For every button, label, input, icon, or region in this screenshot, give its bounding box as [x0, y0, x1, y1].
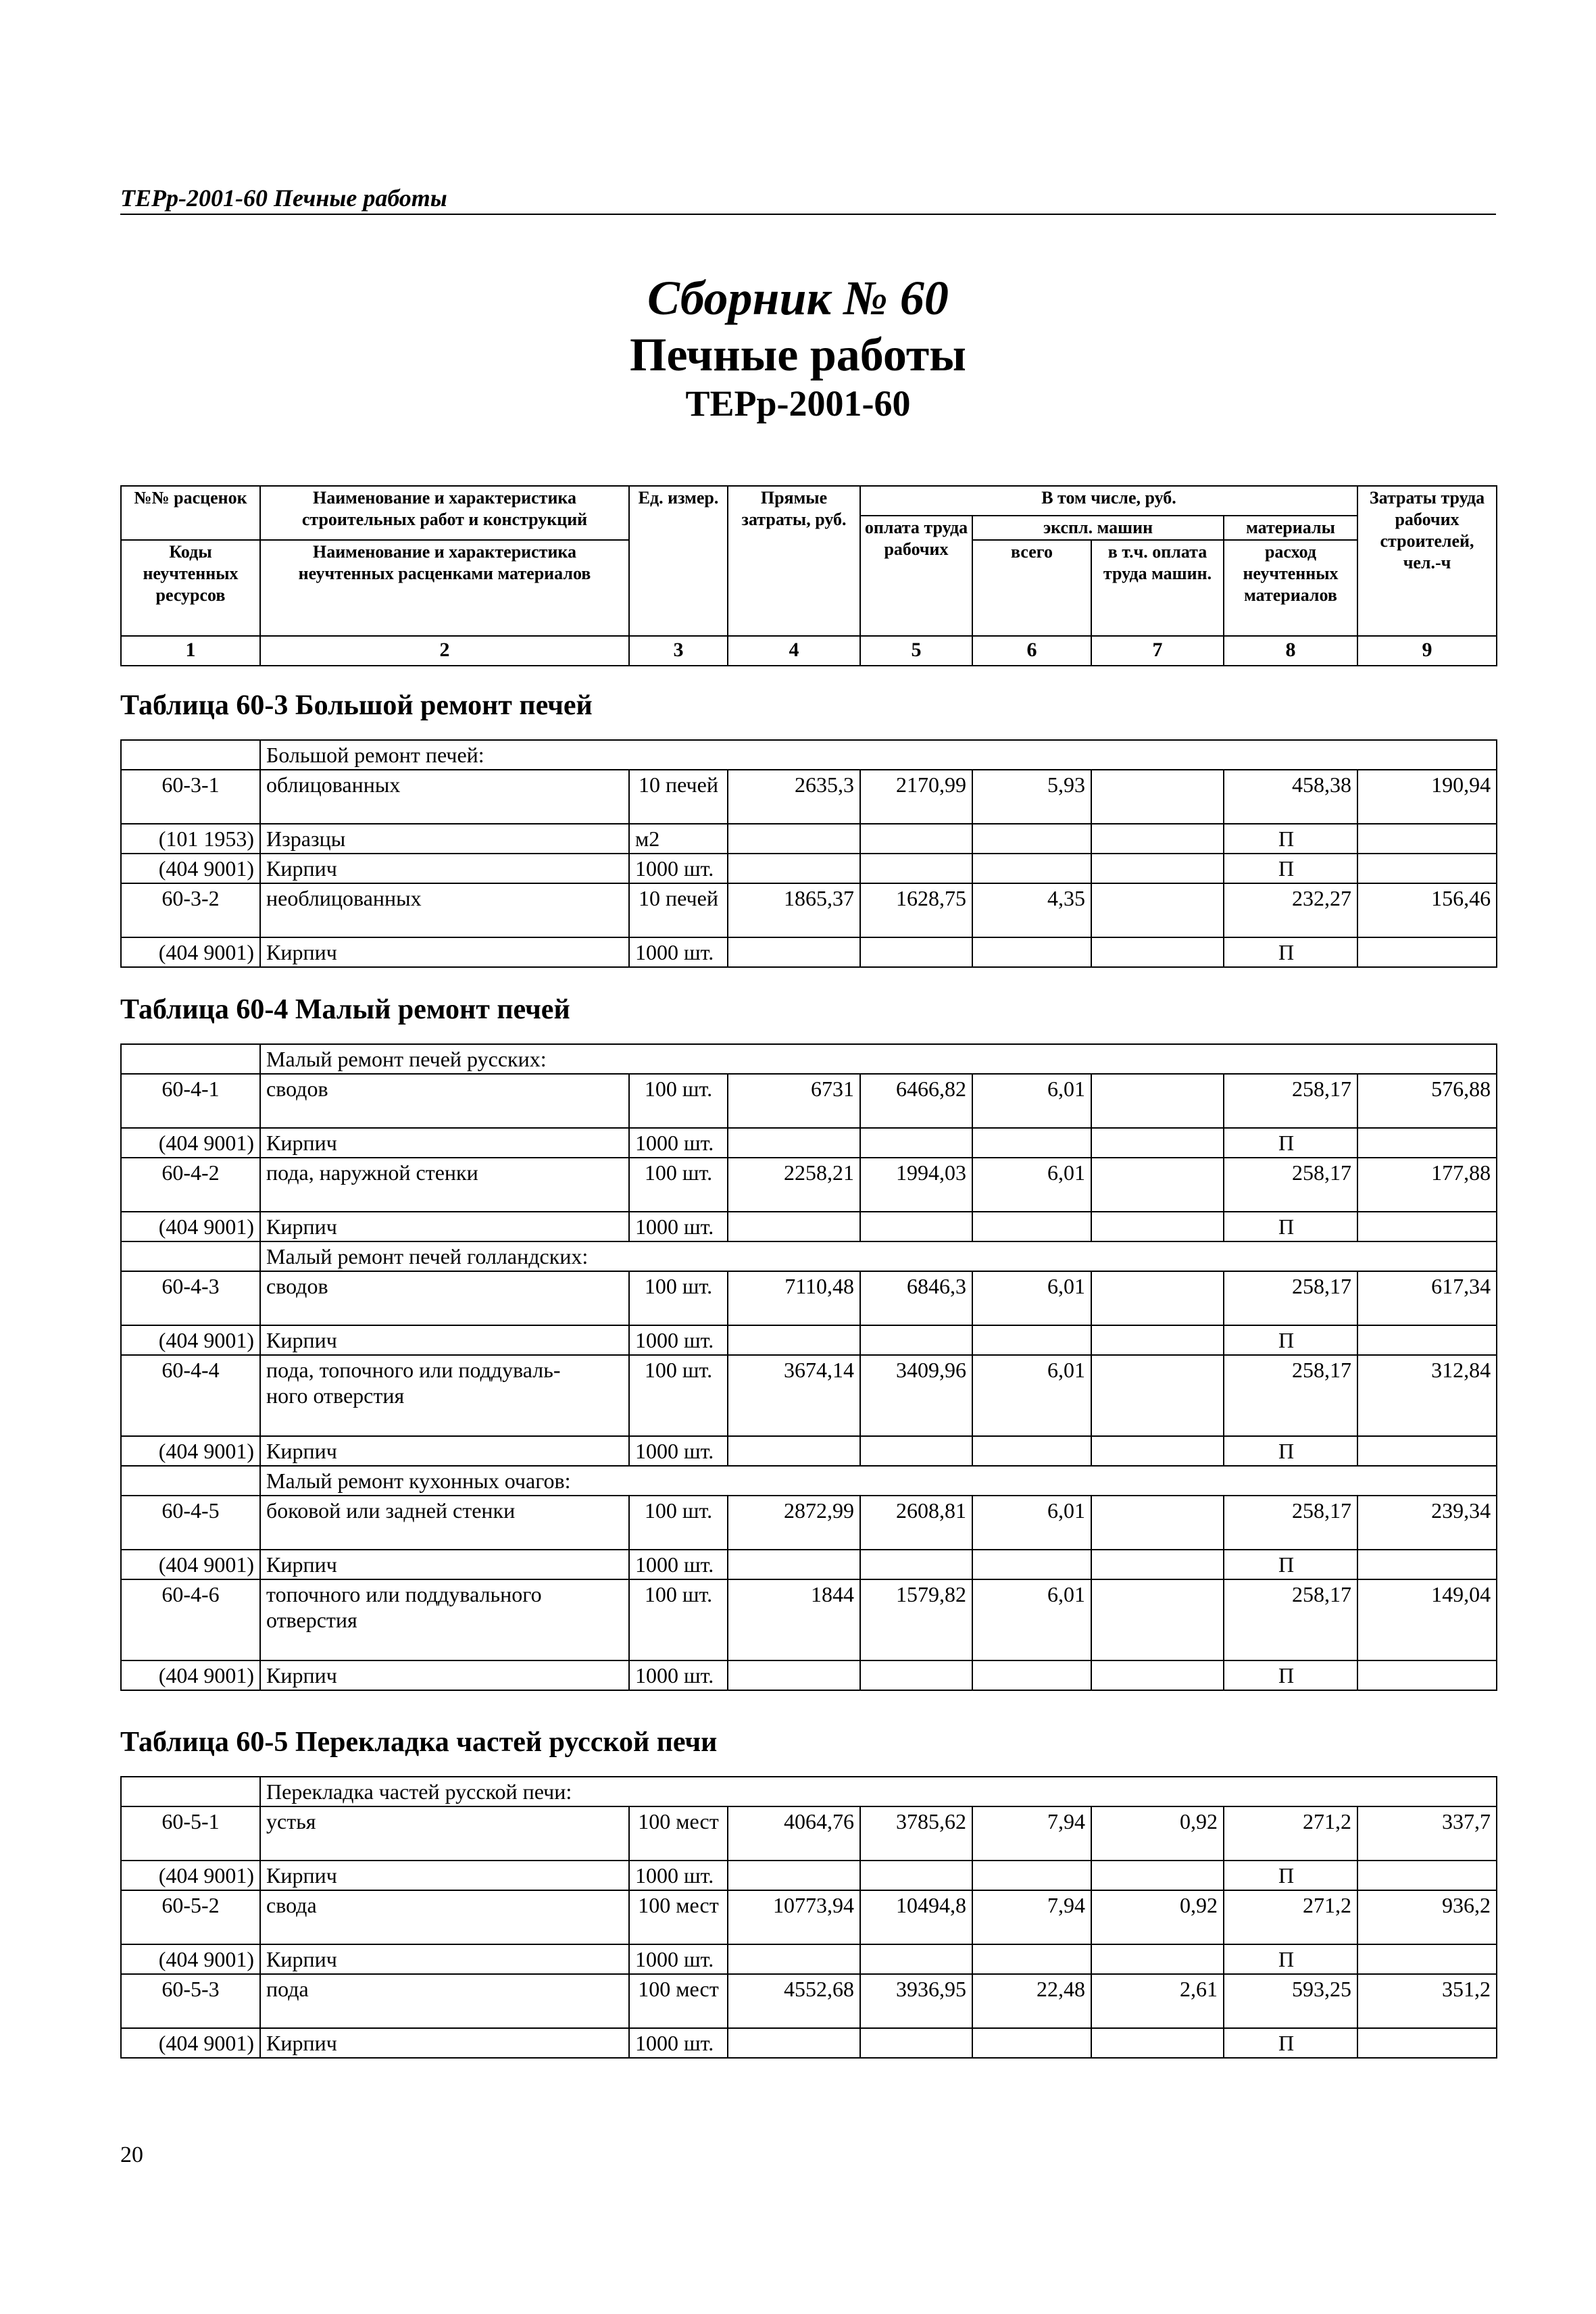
- labor-pay: 3409,96: [860, 1355, 972, 1436]
- resource-unit: 1000 шт.: [629, 1861, 728, 1890]
- resource-name: Кирпич: [260, 854, 629, 883]
- empty-cell: [860, 2028, 972, 2058]
- machine-labor: [1091, 1074, 1224, 1128]
- labor-pay: 10494,8: [860, 1890, 972, 1944]
- header-resource-codes: Коды неучтенных ресурсов: [121, 540, 260, 636]
- rate-name-line: боковой или задней стенки: [266, 1498, 516, 1523]
- empty-cell: [1357, 854, 1497, 883]
- empty-cell: [1357, 2028, 1497, 2058]
- machine-labor: [1091, 1496, 1224, 1550]
- rate-code: 60-3-2: [121, 883, 260, 937]
- rate-name-line: топочного или поддувального: [266, 1582, 542, 1606]
- resource-materials-mark: П: [1224, 854, 1357, 883]
- header-labor-pay: оплата труда рабочих: [860, 516, 972, 636]
- labor-pay: 6846,3: [860, 1271, 972, 1325]
- empty-cell: [860, 937, 972, 967]
- resource-materials-mark: П: [1224, 1550, 1357, 1579]
- direct-costs: 10773,94: [728, 1890, 860, 1944]
- machine-labor: [1091, 1579, 1224, 1660]
- rate-unit: 100 шт.: [629, 1579, 728, 1660]
- rate-code: 60-4-4: [121, 1355, 260, 1436]
- rate-row: [121, 883, 1497, 937]
- resource-code: (404 9001): [121, 1660, 260, 1690]
- rate-name: [260, 1496, 629, 1550]
- header-col-number: 7: [1091, 636, 1224, 666]
- group-name: Малый ремонт печей русских:: [260, 1044, 1497, 1074]
- resource-name: Кирпич: [260, 1861, 629, 1890]
- rate-unit: 100 мест: [629, 1890, 728, 1944]
- resource-row: [121, 937, 1497, 967]
- resource-unit: м2: [629, 824, 728, 854]
- rate-row: [121, 1355, 1497, 1436]
- resource-materials-mark: П: [1224, 1436, 1357, 1466]
- labor-hours: 351,2: [1357, 1974, 1497, 2028]
- machines-total: 22,48: [972, 1974, 1091, 2028]
- labor-pay: 1579,82: [860, 1579, 972, 1660]
- collection-code-title: ТЕРр-2001-60: [685, 383, 911, 424]
- header-materials: материалы: [1224, 516, 1357, 540]
- resource-unit: 1000 шт.: [629, 937, 728, 967]
- rate-name-line: свода: [266, 1893, 317, 1917]
- empty-cell: [860, 854, 972, 883]
- resource-materials-mark: П: [1224, 824, 1357, 854]
- group-row: [121, 740, 1497, 770]
- resource-name: Кирпич: [260, 1325, 629, 1355]
- machine-labor: [1091, 1271, 1224, 1325]
- machine-labor: [1091, 1355, 1224, 1436]
- resource-materials-mark: П: [1224, 937, 1357, 967]
- resource-code: (404 9001): [121, 1325, 260, 1355]
- resource-name: Кирпич: [260, 1128, 629, 1158]
- empty-cell: [1091, 1436, 1224, 1466]
- header-machines: экспл. машин: [972, 516, 1224, 540]
- empty-cell: [728, 824, 860, 854]
- rate-code: 60-5-1: [121, 1806, 260, 1861]
- header-col-number: 1: [121, 636, 260, 666]
- resource-unit: 1000 шт.: [629, 854, 728, 883]
- empty-cell: [860, 1660, 972, 1690]
- group-code-cell: [121, 1777, 260, 1806]
- group-code-cell: [121, 1044, 260, 1074]
- group-name: Малый ремонт печей голландских:: [260, 1241, 1497, 1271]
- rate-unit: 100 мест: [629, 1806, 728, 1861]
- rate-name: [260, 1974, 629, 2028]
- empty-cell: [1357, 1944, 1497, 1974]
- section-title: Таблица 60-4 Малый ремонт печей: [120, 994, 570, 1025]
- rate-unit: 100 шт.: [629, 1074, 728, 1128]
- labor-hours: 149,04: [1357, 1579, 1497, 1660]
- resource-code: (404 9001): [121, 1212, 260, 1241]
- machine-labor: 0,92: [1091, 1806, 1224, 1861]
- direct-costs: 4552,68: [728, 1974, 860, 2028]
- rate-unit: 100 шт.: [629, 1496, 728, 1550]
- resource-row: [121, 1944, 1497, 1974]
- resource-materials-mark: П: [1224, 1861, 1357, 1890]
- header-including: В том числе, руб.: [860, 486, 1357, 516]
- rate-unit: 100 шт.: [629, 1158, 728, 1212]
- empty-cell: [1357, 1436, 1497, 1466]
- rate-code: 60-4-3: [121, 1271, 260, 1325]
- empty-cell: [1357, 937, 1497, 967]
- rate-name: [260, 1271, 629, 1325]
- column-header-table: [120, 485, 1497, 666]
- header-col-number: 2: [260, 636, 629, 666]
- resource-name: Кирпич: [260, 1436, 629, 1466]
- machines-total: 6,01: [972, 1496, 1091, 1550]
- labor-hours: 617,34: [1357, 1271, 1497, 1325]
- resource-unit: 1000 шт.: [629, 2028, 728, 2058]
- empty-cell: [972, 824, 1091, 854]
- resource-name: Кирпич: [260, 1212, 629, 1241]
- empty-cell: [728, 1550, 860, 1579]
- rate-name-line: сводов: [266, 1077, 328, 1101]
- empty-cell: [860, 1325, 972, 1355]
- labor-pay: 2608,81: [860, 1496, 972, 1550]
- header-col-number: 9: [1357, 636, 1497, 666]
- resource-code: (404 9001): [121, 937, 260, 967]
- resource-unit: 1000 шт.: [629, 1128, 728, 1158]
- resource-unit: 1000 шт.: [629, 1325, 728, 1355]
- group-row: [121, 1044, 1497, 1074]
- labor-hours: 337,7: [1357, 1806, 1497, 1861]
- resource-code: (404 9001): [121, 1944, 260, 1974]
- running-head: ТЕРр-2001-60 Печные работы: [120, 184, 447, 212]
- empty-cell: [972, 1944, 1091, 1974]
- resource-name: Кирпич: [260, 2028, 629, 2058]
- machine-labor: 2,61: [1091, 1974, 1224, 2028]
- empty-cell: [860, 1944, 972, 1974]
- group-code-cell: [121, 1466, 260, 1496]
- empty-cell: [1357, 1861, 1497, 1890]
- resource-materials-mark: П: [1224, 1325, 1357, 1355]
- resource-code: (404 9001): [121, 1436, 260, 1466]
- empty-cell: [860, 1861, 972, 1890]
- header-rate-number: №№ расценок: [121, 486, 260, 540]
- labor-pay: 3785,62: [860, 1806, 972, 1861]
- header-col-number: 4: [728, 636, 860, 666]
- rate-row: [121, 1496, 1497, 1550]
- group-name: Перекладка частей русской печи:: [260, 1777, 1497, 1806]
- rate-name: [260, 1806, 629, 1861]
- labor-hours: 936,2: [1357, 1890, 1497, 1944]
- rate-name-line: пода: [266, 1977, 309, 2001]
- rate-name-line: ного отверстия: [266, 1383, 405, 1408]
- labor-pay: 1628,75: [860, 883, 972, 937]
- empty-cell: [1091, 854, 1224, 883]
- labor-hours: 312,84: [1357, 1355, 1497, 1436]
- machine-labor: 0,92: [1091, 1890, 1224, 1944]
- machine-labor: [1091, 770, 1224, 824]
- empty-cell: [1091, 1550, 1224, 1579]
- resource-name: Кирпич: [260, 937, 629, 967]
- materials-cost: 458,38: [1224, 770, 1357, 824]
- rate-code: 60-5-2: [121, 1890, 260, 1944]
- header-unaccounted-materials: расход неучтенных материалов: [1224, 540, 1357, 636]
- empty-cell: [1357, 1325, 1497, 1355]
- machines-total: 6,01: [972, 1579, 1091, 1660]
- materials-cost: 258,17: [1224, 1496, 1357, 1550]
- resource-row: [121, 1212, 1497, 1241]
- header-labor-hours: Затраты труда рабочих строителей, чел.-ч: [1357, 486, 1497, 636]
- materials-cost: 593,25: [1224, 1974, 1357, 2028]
- empty-cell: [1091, 824, 1224, 854]
- rate-code: 60-4-5: [121, 1496, 260, 1550]
- empty-cell: [1091, 1660, 1224, 1690]
- header-col-number: 5: [860, 636, 972, 666]
- resource-unit: 1000 шт.: [629, 1660, 728, 1690]
- empty-cell: [972, 937, 1091, 967]
- rate-row: [121, 770, 1497, 824]
- materials-cost: 258,17: [1224, 1579, 1357, 1660]
- group-name: Малый ремонт кухонных очагов:: [260, 1466, 1497, 1496]
- rate-row: [121, 1158, 1497, 1212]
- direct-costs: 6731: [728, 1074, 860, 1128]
- rate-unit: 100 шт.: [629, 1355, 728, 1436]
- rate-unit: 10 печей: [629, 770, 728, 824]
- materials-cost: 271,2: [1224, 1890, 1357, 1944]
- materials-cost: 258,17: [1224, 1271, 1357, 1325]
- rate-row: [121, 1806, 1497, 1861]
- machines-total: 6,01: [972, 1158, 1091, 1212]
- rate-unit: 100 шт.: [629, 1271, 728, 1325]
- empty-cell: [1357, 1660, 1497, 1690]
- header-rule: [120, 214, 1496, 215]
- resource-row: [121, 1861, 1497, 1890]
- resource-materials-mark: П: [1224, 1944, 1357, 1974]
- machines-total: 6,01: [972, 1271, 1091, 1325]
- resource-row: [121, 1550, 1497, 1579]
- resource-row: [121, 2028, 1497, 2058]
- collection-number-title: Сборник № 60: [647, 271, 949, 325]
- rate-code: 60-4-6: [121, 1579, 260, 1660]
- empty-cell: [972, 1660, 1091, 1690]
- empty-cell: [1091, 1128, 1224, 1158]
- rate-name: [260, 1890, 629, 1944]
- resource-code: (101 1953): [121, 824, 260, 854]
- empty-cell: [860, 824, 972, 854]
- rate-row: [121, 1974, 1497, 2028]
- group-row: [121, 1241, 1497, 1271]
- direct-costs: 3674,14: [728, 1355, 860, 1436]
- empty-cell: [728, 1660, 860, 1690]
- resource-unit: 1000 шт.: [629, 1212, 728, 1241]
- empty-cell: [860, 1436, 972, 1466]
- empty-cell: [1357, 824, 1497, 854]
- rate-code: 60-3-1: [121, 770, 260, 824]
- resource-code: (404 9001): [121, 1128, 260, 1158]
- header-col-number: 8: [1224, 636, 1357, 666]
- resource-row: [121, 1128, 1497, 1158]
- rates-table-60-5: [120, 1776, 1497, 2059]
- resource-name: Кирпич: [260, 1660, 629, 1690]
- labor-hours: 177,88: [1357, 1158, 1497, 1212]
- rate-name: [260, 883, 629, 937]
- resource-row: [121, 824, 1497, 854]
- header-machines-total: всего: [972, 540, 1091, 636]
- rates-table-60-3: [120, 739, 1497, 968]
- rate-name: [260, 1074, 629, 1128]
- empty-cell: [972, 854, 1091, 883]
- header-material-name: Наименование и характеристика неучтенных расценками материалов: [260, 540, 629, 636]
- materials-cost: 258,17: [1224, 1355, 1357, 1436]
- rate-code: 60-5-3: [121, 1974, 260, 2028]
- empty-cell: [728, 1861, 860, 1890]
- materials-cost: 232,27: [1224, 883, 1357, 937]
- direct-costs: 4064,76: [728, 1806, 860, 1861]
- machines-total: 4,35: [972, 883, 1091, 937]
- empty-cell: [1357, 1212, 1497, 1241]
- labor-pay: 1994,03: [860, 1158, 972, 1212]
- materials-cost: 271,2: [1224, 1806, 1357, 1861]
- section-title: Таблица 60-5 Перекладка частей русской печи: [120, 1727, 718, 1758]
- resource-name: Кирпич: [260, 1550, 629, 1579]
- resource-code: (404 9001): [121, 1861, 260, 1890]
- resource-materials-mark: П: [1224, 1212, 1357, 1241]
- direct-costs: 7110,48: [728, 1271, 860, 1325]
- empty-cell: [728, 2028, 860, 2058]
- labor-hours: 190,94: [1357, 770, 1497, 824]
- rates-table-60-4: [120, 1043, 1497, 1691]
- machines-total: 5,93: [972, 770, 1091, 824]
- group-row: [121, 1466, 1497, 1496]
- header-work-name: Наименование и характеристика строительных работ и конструкций: [260, 486, 629, 540]
- resource-name: Изразцы: [260, 824, 629, 854]
- resource-code: (404 9001): [121, 1550, 260, 1579]
- empty-cell: [860, 1550, 972, 1579]
- group-code-cell: [121, 1241, 260, 1271]
- resource-materials-mark: П: [1224, 1128, 1357, 1158]
- rate-name-line: отверстия: [266, 1608, 357, 1632]
- rate-name-line: сводов: [266, 1274, 328, 1298]
- empty-cell: [972, 2028, 1091, 2058]
- labor-hours: 239,34: [1357, 1496, 1497, 1550]
- empty-cell: [1091, 2028, 1224, 2058]
- labor-hours: 576,88: [1357, 1074, 1497, 1128]
- rate-name-line: облицованных: [266, 772, 401, 797]
- empty-cell: [1091, 937, 1224, 967]
- empty-cell: [1091, 1325, 1224, 1355]
- empty-cell: [972, 1861, 1091, 1890]
- empty-cell: [1091, 1944, 1224, 1974]
- rate-row: [121, 1890, 1497, 1944]
- empty-cell: [728, 1212, 860, 1241]
- resource-row: [121, 854, 1497, 883]
- empty-cell: [972, 1550, 1091, 1579]
- rate-name-line: пода, топочного или поддуваль-: [266, 1358, 561, 1382]
- machines-total: 6,01: [972, 1074, 1091, 1128]
- rate-name: [260, 770, 629, 824]
- direct-costs: 1844: [728, 1579, 860, 1660]
- resource-unit: 1000 шт.: [629, 1550, 728, 1579]
- resource-row: [121, 1325, 1497, 1355]
- empty-cell: [972, 1128, 1091, 1158]
- empty-cell: [972, 1325, 1091, 1355]
- resource-row: [121, 1660, 1497, 1690]
- resource-materials-mark: П: [1224, 2028, 1357, 2058]
- machine-labor: [1091, 1158, 1224, 1212]
- empty-cell: [728, 1325, 860, 1355]
- materials-cost: 258,17: [1224, 1158, 1357, 1212]
- rate-name-line: пода, наружной стенки: [266, 1160, 478, 1185]
- header-machine-labor: в т.ч. оплата труда машин.: [1091, 540, 1224, 636]
- rate-unit: 10 печей: [629, 883, 728, 937]
- labor-pay: 3936,95: [860, 1974, 972, 2028]
- direct-costs: 2872,99: [728, 1496, 860, 1550]
- empty-cell: [1091, 1861, 1224, 1890]
- resource-name: Кирпич: [260, 1944, 629, 1974]
- rate-name-line: устья: [266, 1809, 316, 1833]
- page-number: 20: [120, 2142, 143, 2167]
- empty-cell: [728, 1128, 860, 1158]
- header-unit: Ед. измер.: [629, 486, 728, 636]
- empty-cell: [972, 1212, 1091, 1241]
- labor-pay: 6466,82: [860, 1074, 972, 1128]
- resource-materials-mark: П: [1224, 1660, 1357, 1690]
- rate-row: [121, 1271, 1497, 1325]
- machines-total: 7,94: [972, 1890, 1091, 1944]
- empty-cell: [972, 1436, 1091, 1466]
- empty-cell: [728, 937, 860, 967]
- empty-cell: [1357, 1128, 1497, 1158]
- rate-name: [260, 1579, 629, 1660]
- rate-row: [121, 1579, 1497, 1660]
- machines-total: 6,01: [972, 1355, 1091, 1436]
- labor-hours: 156,46: [1357, 883, 1497, 937]
- group-code-cell: [121, 740, 260, 770]
- group-row: [121, 1777, 1497, 1806]
- machine-labor: [1091, 883, 1224, 937]
- resource-code: (404 9001): [121, 2028, 260, 2058]
- group-name: Большой ремонт печей:: [260, 740, 1497, 770]
- rate-unit: 100 мест: [629, 1974, 728, 2028]
- empty-cell: [1091, 1212, 1224, 1241]
- empty-cell: [728, 1944, 860, 1974]
- rate-code: 60-4-1: [121, 1074, 260, 1128]
- empty-cell: [728, 1436, 860, 1466]
- resource-row: [121, 1436, 1497, 1466]
- resource-unit: 1000 шт.: [629, 1944, 728, 1974]
- empty-cell: [860, 1128, 972, 1158]
- rate-name-line: необлицованных: [266, 886, 422, 910]
- rate-code: 60-4-2: [121, 1158, 260, 1212]
- empty-cell: [728, 854, 860, 883]
- rate-name: [260, 1355, 629, 1436]
- direct-costs: 1865,37: [728, 883, 860, 937]
- machines-total: 7,94: [972, 1806, 1091, 1861]
- direct-costs: 2258,21: [728, 1158, 860, 1212]
- resource-code: (404 9001): [121, 854, 260, 883]
- empty-cell: [860, 1212, 972, 1241]
- resource-unit: 1000 шт.: [629, 1436, 728, 1466]
- rate-row: [121, 1074, 1497, 1128]
- section-title: Таблица 60-3 Большой ремонт печей: [120, 690, 593, 721]
- materials-cost: 258,17: [1224, 1074, 1357, 1128]
- empty-cell: [1357, 1550, 1497, 1579]
- collection-name-title: Печные работы: [630, 329, 966, 381]
- direct-costs: 2635,3: [728, 770, 860, 824]
- header-direct-costs: Прямые затраты, руб.: [728, 486, 860, 636]
- header-col-number: 3: [629, 636, 728, 666]
- header-col-number: 6: [972, 636, 1091, 666]
- rate-name: [260, 1158, 629, 1212]
- labor-pay: 2170,99: [860, 770, 972, 824]
